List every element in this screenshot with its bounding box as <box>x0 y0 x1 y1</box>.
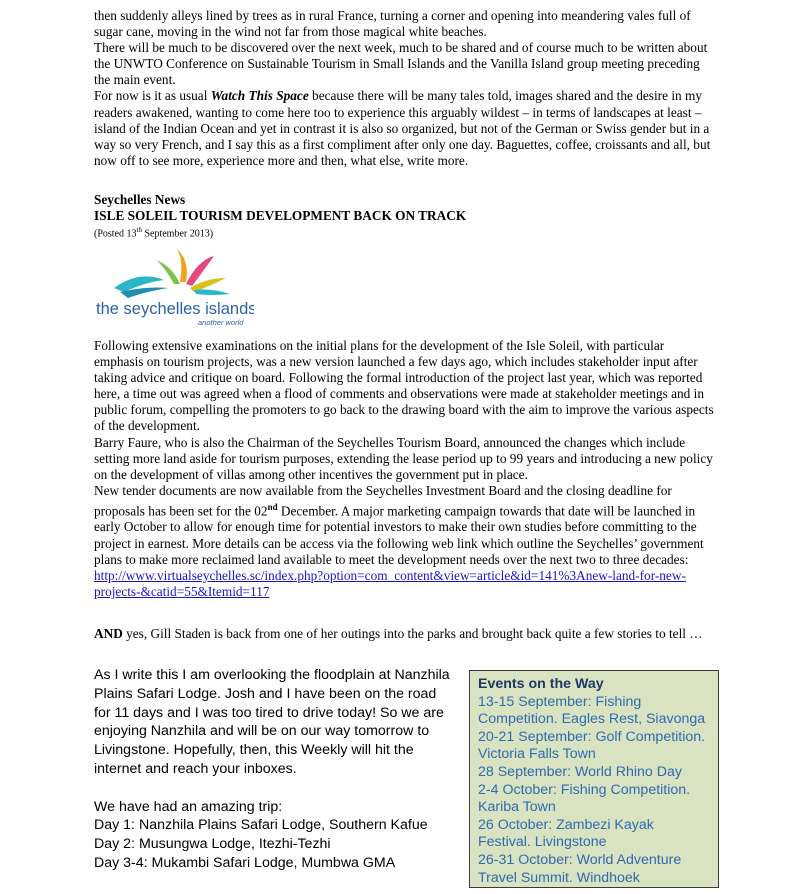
article-link-line <box>94 568 714 600</box>
seychelles-logo-graphic <box>94 244 254 328</box>
posted-suffix-sup: th <box>136 226 142 235</box>
event-item: 20-21 September: Golf Competition. Victoria Falls Town <box>478 728 706 763</box>
article-body <box>94 338 714 600</box>
posted-date <box>94 224 714 240</box>
trip-day-1: Day 1: Nanzhila Plains Safari Lodge, Southern Kafue <box>94 817 428 834</box>
virtualseychelles-link[interactable]: http://www.virtualseychelles.sc/index.php?option=com_content&view=article&id=141%3Anew-land-for-new-projects-&catid=55&Itemid=117 <box>94 567 686 599</box>
intro-paragraph-1: then suddenly alleys lined by trees as in rural France, turning a corner and opening into meandering vales full of sugar cane, moving in the wind not far from those magical white beaches. <box>94 8 691 40</box>
seychelles-news-header <box>94 192 714 241</box>
article-headline: ISLE SOLEIL TOURISM DEVELOPMENT BACK ON TRACK <box>94 208 467 224</box>
watch-this-space-emphasis: Watch This Space <box>210 88 309 104</box>
intro-paragraph-3 <box>94 88 714 168</box>
gill-paragraph-1: As I write this I am overlooking the floodplain at Nanzhila Plains Safari Lodge. Josh and I have been on the road for 11 days and I was too tired to drive today! So we are enjoying Nanzhila and will be on our way tomorrow to Livingstone. Hopefully, then, this Weekly will hit the internet and reach your inboxes. <box>94 667 450 777</box>
article-paragraph-3 <box>94 483 714 568</box>
trip-day-2: Day 2: Musungwa Lodge, Itezhi-Tezhi <box>94 836 331 853</box>
seychelles-islands-logo <box>94 244 254 328</box>
posted-suffix: September 2013) <box>141 228 214 240</box>
article-p3-start: New tender documents are now available from the Seychelles Investment Board and the closing deadline for proposals has been set for the 02 <box>94 482 672 519</box>
posted-prefix: (Posted 13 <box>94 228 137 240</box>
intro-p3-start: For now is it as usual <box>94 88 211 104</box>
events-box <box>469 670 719 888</box>
event-item: 13-15 September: Fishing Competition. Eagles Rest, Siavonga <box>478 693 706 728</box>
article-p3-end: December. A major marketing campaign towards that date will be launched in early October to allow for enough time for potential investors to make their own studies before committing to the project in earnest. More details can be access via the following web link which outline the Seychelles’ government plans to make more reclaimed land available to meet the development needs over the next two to three decades: <box>94 503 704 567</box>
events-title: Events on the Way <box>478 676 604 692</box>
intro-section <box>94 8 714 169</box>
gill-intro-line <box>94 626 714 642</box>
article-paragraph-1: Following extensive examinations on the initial plans for the development of the Isle Soleil, with particular emphasis on tourism projects, was a new version launched a few days ago, which includes stakeholder input after taking advice and critique on board. Following the formal introduction of the project last year, which was reported here, a time out was agreed when a flood of comments and observations were made at stakeholder meetings and in public forum, compelling the promoters to go back to the drawing board with the aim to improve the various aspects of the development. <box>94 338 714 434</box>
event-item: 26-31 October: World Adventure Travel Summit. Windhoek <box>478 851 682 886</box>
trip-day-3: Day 3-4: Mukambi Safari Lodge, Mumbwa GMA <box>94 854 396 871</box>
article-p3-sup: nd <box>267 501 278 512</box>
section-kicker: Seychelles News <box>94 192 186 207</box>
event-item: 2-4 October: Fishing Competition. Kariba Town <box>478 781 691 816</box>
logo-text-main: the seychelles islands <box>96 300 254 318</box>
article-paragraph-2: Barry Faure, who is also the Chairman of the Seychelles Tourism Board, announced the changes which include setting more land aside for tourism purposes, extending the lease period up to 99 years and introducing a new policy on the development of villas among other incentives the government put in place. <box>94 434 713 482</box>
event-item: 26 October: Zambezi Kayak Festival. Livingstone <box>478 816 654 851</box>
gill-report <box>94 666 454 873</box>
intro-paragraph-2: There will be much to be discovered over the next week, much to be shared and of course much to be written about the UNWTO Conference on Sustainable Tourism in Small Islands and the Vanilla Island group meeting preceding the main event. <box>94 40 708 88</box>
event-item: 28 September: World Rhino Day <box>478 763 682 780</box>
and-bold: AND <box>94 626 123 641</box>
logo-text-tagline: another world <box>198 318 244 327</box>
intro-p3-end: because there will be many tales told, images shared and the desire in my readers awakened, wanting to come here too to experience this arguably wildest – in terms of landscapes at least – island of the Indian Ocean and yet in contrast it is also so organized, but not of the German or Swiss gender but in a way so very French, and I say this as a first compliment after only one day. Baguettes, coffee, croissants and all, but now off to see more, experience more and then, what else, write more. <box>94 88 711 168</box>
and-rest: yes, Gill Staden is back from one of her outings into the parks and brought back quite a few stories to tell … <box>122 626 703 641</box>
gill-paragraph-2: We have had an amazing trip: <box>94 798 283 815</box>
